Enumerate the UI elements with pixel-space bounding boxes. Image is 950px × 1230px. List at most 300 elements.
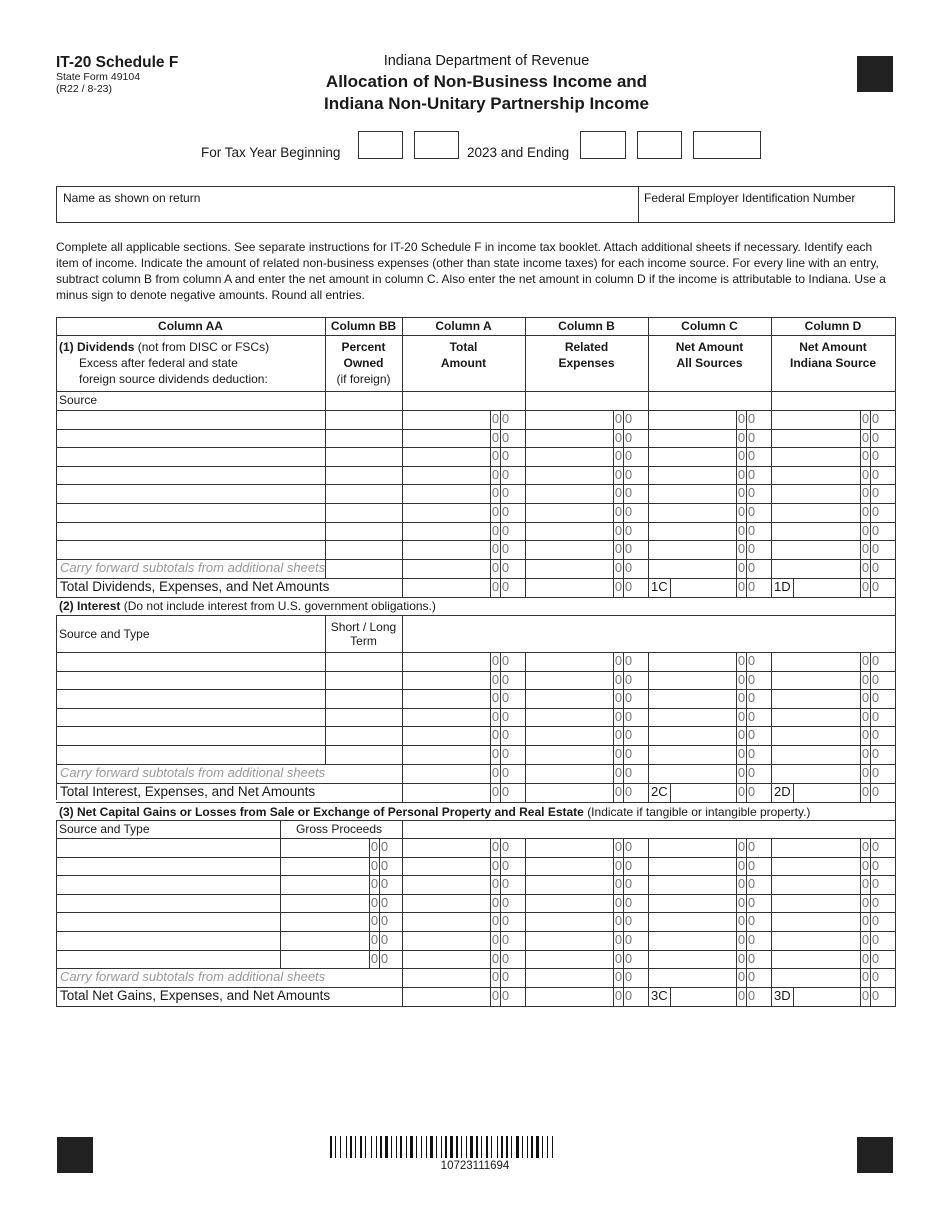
barcode-bar xyxy=(342,1136,345,1158)
dividend-percent-input[interactable] xyxy=(326,504,401,521)
interest-row-col-b-input[interactable] xyxy=(526,672,612,688)
barcode-bar xyxy=(365,1136,366,1158)
grid-line xyxy=(648,652,649,802)
dividend-row-col-a-input[interactable] xyxy=(403,504,489,521)
cents-digit: 0 xyxy=(491,913,500,928)
interest-row-col-d-input[interactable] xyxy=(772,690,859,707)
cents-digit: 0 xyxy=(871,839,880,854)
dividend-percent-input[interactable] xyxy=(326,485,401,502)
gross-proceeds-input[interactable] xyxy=(281,858,368,874)
section3-heading-bottom xyxy=(56,820,896,821)
gain-row-col-d-input[interactable] xyxy=(772,895,859,911)
cents-digit: 0 xyxy=(501,690,510,705)
gain-row-col-c-input[interactable] xyxy=(649,858,735,874)
section3-carry-col-a-input[interactable] xyxy=(403,969,489,986)
cents-digit: 0 xyxy=(614,653,623,668)
cents-digit: 0 xyxy=(871,784,880,799)
gain-row-col-c-input[interactable] xyxy=(649,876,735,893)
dividend-row-col-d-input[interactable] xyxy=(772,523,859,539)
section3-total-col-a-input[interactable] xyxy=(403,988,489,1005)
gain-row-col-b-input[interactable] xyxy=(526,951,612,967)
cents-digit: 0 xyxy=(861,951,870,966)
dividend-row-col-c-input[interactable] xyxy=(649,541,735,558)
gain-source-input[interactable] xyxy=(57,932,279,949)
gain-row-col-d-input[interactable] xyxy=(772,839,859,856)
section3-carry-forward-label: Carry forward subtotals from additional sheets xyxy=(60,969,326,984)
section1-number: (1) xyxy=(59,340,74,354)
line-1d-id: 1D xyxy=(774,579,791,594)
gain-row-col-a-input[interactable] xyxy=(403,913,489,930)
section2-total-col-a-input[interactable] xyxy=(403,784,489,801)
gain-row-col-d-input[interactable] xyxy=(772,876,859,893)
interest-source-input[interactable] xyxy=(57,709,324,725)
cents-digit: 0 xyxy=(370,932,379,947)
dividend-percent-input[interactable] xyxy=(326,523,401,539)
barcode-bar xyxy=(481,1136,482,1158)
interest-row-col-c-input[interactable] xyxy=(649,727,735,744)
dividend-source-input[interactable] xyxy=(57,504,324,521)
tax-year-beginning-label: For Tax Year Beginning xyxy=(201,145,341,160)
cents-digit: 0 xyxy=(871,485,880,500)
dividend-row-col-b-input[interactable] xyxy=(526,504,612,521)
dividend-row-col-d-input[interactable] xyxy=(772,430,859,446)
gain-source-input[interactable] xyxy=(57,895,279,911)
dividend-row-col-d-input[interactable] xyxy=(772,504,859,521)
interest-row-col-d-input[interactable] xyxy=(772,709,859,725)
interest-row-col-c-input[interactable] xyxy=(649,653,735,670)
cents-digit: 0 xyxy=(491,485,500,500)
barcode-bar xyxy=(348,1136,349,1158)
dividend-row-col-b-input[interactable] xyxy=(526,467,612,483)
dividend-row-col-a-input[interactable] xyxy=(403,448,489,465)
grid-line xyxy=(771,317,772,597)
interest-row-col-c-input[interactable] xyxy=(649,746,735,763)
dividend-row-col-b-input[interactable] xyxy=(526,411,612,428)
cents-digit: 0 xyxy=(871,895,880,910)
cents-digit: 0 xyxy=(501,932,510,947)
interest-row-col-b-input[interactable] xyxy=(526,709,612,725)
dividend-row-col-c-input[interactable] xyxy=(649,430,735,446)
dividend-percent-input[interactable] xyxy=(326,541,401,558)
grid-line xyxy=(369,838,370,968)
dividend-row-col-a-input[interactable] xyxy=(403,523,489,539)
section2-carry-col-c-input[interactable] xyxy=(649,765,735,782)
interest-term-input[interactable] xyxy=(326,690,401,707)
cents-digit: 0 xyxy=(624,541,633,556)
cents-digit: 0 xyxy=(491,784,500,799)
cents-digit: 0 xyxy=(747,913,756,928)
interest-row-col-c-input[interactable] xyxy=(649,709,735,725)
cents-digit: 0 xyxy=(747,541,756,556)
interest-source-input[interactable] xyxy=(57,690,324,707)
dividend-percent-input[interactable] xyxy=(326,430,401,446)
gain-row-col-a-input[interactable] xyxy=(403,839,489,856)
column-header-divider xyxy=(56,335,896,336)
column-d-subheader: Indiana Source xyxy=(789,356,877,370)
cents-digit: 0 xyxy=(861,858,870,873)
interest-row-col-a-input[interactable] xyxy=(403,672,489,688)
cents-digit: 0 xyxy=(491,709,500,724)
barcode-bar xyxy=(527,1136,528,1158)
gain-row-col-b-input[interactable] xyxy=(526,932,612,949)
dividend-row-col-a-input[interactable] xyxy=(403,430,489,446)
gain-row-col-a-input[interactable] xyxy=(403,858,489,874)
cents-digit: 0 xyxy=(491,932,500,947)
cents-digit: 0 xyxy=(491,504,500,519)
cents-digit: 0 xyxy=(871,765,880,780)
gain-row-col-a-input[interactable] xyxy=(403,951,489,967)
dividend-row-col-b-input[interactable] xyxy=(526,485,612,502)
dividend-source-input[interactable] xyxy=(57,523,324,539)
cents-digit: 0 xyxy=(861,839,870,854)
cents-digit: 0 xyxy=(861,988,870,1003)
dividend-row-col-a-input[interactable] xyxy=(403,485,489,502)
section3-total-col-b-input[interactable] xyxy=(526,988,612,1005)
dividend-row-col-a-input[interactable] xyxy=(403,467,489,483)
barcode-bar xyxy=(416,1136,417,1158)
name-label: Name as shown on return xyxy=(63,191,201,205)
dividend-source-input[interactable] xyxy=(57,430,324,446)
section3-heading: (3) Net Capital Gains or Losses from Sale or Exchange of Personal Property and Real Estate (Indicate if tangible or intangible property.) xyxy=(59,805,811,819)
gain-source-input[interactable] xyxy=(57,951,279,967)
cents-digit: 0 xyxy=(614,913,623,928)
section3-carry-col-c-input[interactable] xyxy=(649,969,735,986)
cents-digit: 0 xyxy=(491,653,500,668)
barcode-bar xyxy=(428,1136,429,1158)
cents-digit: 0 xyxy=(614,504,623,519)
section3-carry-col-d-input[interactable] xyxy=(772,969,859,986)
cents-digit: 0 xyxy=(614,839,623,854)
dividend-percent-input[interactable] xyxy=(326,467,401,483)
cents-digit: 0 xyxy=(624,467,633,482)
cents-digit: 0 xyxy=(380,913,389,928)
barcode-bar xyxy=(448,1136,449,1158)
cents-digit: 0 xyxy=(614,467,623,482)
section1-total-col-b-input[interactable] xyxy=(526,579,612,596)
dividend-row-col-d-input[interactable] xyxy=(772,467,859,483)
grid-line xyxy=(325,317,326,391)
gain-row-col-b-input[interactable] xyxy=(526,876,612,893)
grid-line xyxy=(379,838,380,968)
dividend-row-col-c-input[interactable] xyxy=(649,467,735,483)
table-bottom-border xyxy=(56,1006,896,1007)
cents-digit: 0 xyxy=(501,765,510,780)
section1-carry-col-a-input[interactable] xyxy=(403,560,489,577)
barcode-bar xyxy=(476,1136,478,1158)
cents-digit: 0 xyxy=(737,672,746,687)
gross-proceeds-input[interactable] xyxy=(281,913,368,930)
section1-carry-col-c-input[interactable] xyxy=(649,560,735,577)
cents-digit: 0 xyxy=(737,579,746,594)
gain-row-col-a-input[interactable] xyxy=(403,895,489,911)
dividend-row-col-b-input[interactable] xyxy=(526,448,612,465)
interest-term-input[interactable] xyxy=(326,727,401,744)
gain-row-col-c-input[interactable] xyxy=(649,951,735,967)
barcode-bar xyxy=(513,1136,515,1158)
cents-digit: 0 xyxy=(747,467,756,482)
cents-digit: 0 xyxy=(491,876,500,891)
interest-row-col-b-input[interactable] xyxy=(526,653,612,670)
column-bb-subheader: (if foreign) xyxy=(336,372,391,386)
dividend-percent-input[interactable] xyxy=(326,448,401,465)
cents-digit: 0 xyxy=(737,895,746,910)
column-c-subheader: Net Amount xyxy=(675,340,744,354)
grid-line xyxy=(490,652,491,802)
section1-total-label: Total Dividends, Expenses, and Net Amounts xyxy=(60,579,330,594)
barcode-bar xyxy=(363,1136,364,1158)
section2-term-label-2: Term xyxy=(350,634,377,648)
interest-row-col-a-input[interactable] xyxy=(403,653,489,670)
cents-digit: 0 xyxy=(501,895,510,910)
cents-digit: 0 xyxy=(871,411,880,426)
dividend-row-col-c-input[interactable] xyxy=(649,448,735,465)
dividend-row-col-d-input[interactable] xyxy=(772,411,859,428)
gain-row-col-c-input[interactable] xyxy=(649,895,735,911)
barcode-bar xyxy=(549,1136,551,1158)
cents-digit: 0 xyxy=(501,709,510,724)
interest-term-input[interactable] xyxy=(326,653,401,670)
section1-carry-col-b-input[interactable] xyxy=(526,560,612,577)
interest-term-input[interactable] xyxy=(326,746,401,763)
column-c-header: Column C xyxy=(681,319,738,333)
cents-digit: 0 xyxy=(737,839,746,854)
gain-row-col-c-input[interactable] xyxy=(649,913,735,930)
cents-digit: 0 xyxy=(614,784,623,799)
interest-source-input[interactable] xyxy=(57,746,324,763)
cents-digit: 0 xyxy=(861,895,870,910)
cents-digit: 0 xyxy=(747,653,756,668)
grid-line xyxy=(490,838,491,1006)
gain-row-col-a-input[interactable] xyxy=(403,876,489,893)
cents-digit: 0 xyxy=(861,504,870,519)
cents-digit: 0 xyxy=(861,523,870,538)
gain-row-col-d-input[interactable] xyxy=(772,858,859,874)
grid-line xyxy=(746,838,747,1006)
cents-digit: 0 xyxy=(614,448,623,463)
cents-digit: 0 xyxy=(871,746,880,761)
section3-carry-col-b-input[interactable] xyxy=(526,969,612,986)
dividend-row-col-c-input[interactable] xyxy=(649,504,735,521)
cents-digit: 0 xyxy=(491,895,500,910)
interest-row-col-c-input[interactable] xyxy=(649,672,735,688)
dividend-source-input[interactable] xyxy=(57,485,324,502)
barcode-bar xyxy=(491,1136,492,1158)
barcode-bar xyxy=(355,1136,356,1158)
cents-digit: 0 xyxy=(861,765,870,780)
section2-carry-col-d-input[interactable] xyxy=(772,765,859,782)
cents-digit: 0 xyxy=(737,746,746,761)
cents-digit: 0 xyxy=(491,951,500,966)
interest-row-col-a-input[interactable] xyxy=(403,690,489,707)
cents-digit: 0 xyxy=(861,876,870,891)
grid-line xyxy=(500,652,501,802)
interest-row-col-d-input[interactable] xyxy=(772,653,859,670)
barcode-bar xyxy=(463,1136,465,1158)
dividend-row-col-d-input[interactable] xyxy=(772,485,859,502)
barcode-bar xyxy=(389,1136,390,1158)
column-a-subheader: Amount xyxy=(440,356,487,370)
cents-digit: 0 xyxy=(737,932,746,947)
gain-row-col-b-input[interactable] xyxy=(526,858,612,874)
interest-source-input[interactable] xyxy=(57,727,324,744)
cents-digit: 0 xyxy=(491,467,500,482)
cents-digit: 0 xyxy=(871,913,880,928)
gain-source-input[interactable] xyxy=(57,876,279,893)
cents-digit: 0 xyxy=(501,411,510,426)
barcode-bar xyxy=(337,1136,339,1158)
gain-row-col-b-input[interactable] xyxy=(526,839,612,856)
barcode-bar xyxy=(493,1136,496,1158)
interest-term-input[interactable] xyxy=(326,709,401,725)
cents-digit: 0 xyxy=(737,560,746,575)
interest-row-col-a-input[interactable] xyxy=(403,746,489,763)
cents-digit: 0 xyxy=(614,727,623,742)
barcode-bar xyxy=(357,1136,359,1158)
grid-line xyxy=(648,317,649,597)
gain-row-col-d-input[interactable] xyxy=(772,951,859,967)
cents-digit: 0 xyxy=(871,467,880,482)
interest-row-col-a-input[interactable] xyxy=(403,709,489,725)
fein-label: Federal Employer Identification Number xyxy=(644,191,856,205)
interest-row-col-b-input[interactable] xyxy=(526,690,612,707)
dividend-row-col-d-input[interactable] xyxy=(772,448,859,465)
cents-digit: 0 xyxy=(861,913,870,928)
dividend-percent-input[interactable] xyxy=(326,411,401,428)
gross-proceeds-input[interactable] xyxy=(281,876,368,893)
gross-proceeds-input[interactable] xyxy=(281,839,368,856)
dividend-row-col-b-input[interactable] xyxy=(526,430,612,446)
section2-total-col-b-input[interactable] xyxy=(526,784,612,801)
cents-digit: 0 xyxy=(370,876,379,891)
gain-row-col-b-input[interactable] xyxy=(526,913,612,930)
section1-carry-forward-label: Carry forward subtotals from additional sheets xyxy=(60,560,326,575)
form-title-line1: Allocation of Non-Business Income and xyxy=(325,72,648,91)
gain-row-col-a-input[interactable] xyxy=(403,932,489,949)
dividend-row-col-a-input[interactable] xyxy=(403,411,489,428)
interest-term-input[interactable] xyxy=(326,672,401,688)
cents-digit: 0 xyxy=(491,988,500,1003)
cents-digit: 0 xyxy=(861,672,870,687)
dividend-row-col-a-input[interactable] xyxy=(403,541,489,558)
cents-digit: 0 xyxy=(871,448,880,463)
section1-total-col-a-input[interactable] xyxy=(403,579,489,596)
gross-proceeds-input[interactable] xyxy=(281,895,368,911)
dividend-row-col-c-input[interactable] xyxy=(649,523,735,539)
gain-source-input[interactable] xyxy=(57,858,279,874)
gain-source-input[interactable] xyxy=(57,913,279,930)
cents-digit: 0 xyxy=(747,951,756,966)
cents-digit: 0 xyxy=(871,951,880,966)
barcode-bar xyxy=(434,1136,435,1158)
cents-digit: 0 xyxy=(861,411,870,426)
gain-row-col-c-input[interactable] xyxy=(649,932,735,949)
interest-row-col-d-input[interactable] xyxy=(772,672,859,688)
grid-line xyxy=(736,410,737,597)
dividend-row-col-c-input[interactable] xyxy=(649,485,735,502)
gross-proceeds-input[interactable] xyxy=(281,932,368,949)
interest-row-col-a-input[interactable] xyxy=(403,727,489,744)
barcode-bar xyxy=(335,1136,336,1158)
grid-line xyxy=(280,820,281,968)
dividend-row-col-c-input[interactable] xyxy=(649,411,735,428)
form-id: IT-20 Schedule F xyxy=(56,54,179,71)
barcode-bar xyxy=(376,1136,377,1158)
cents-digit: 0 xyxy=(861,653,870,668)
cents-digit: 0 xyxy=(624,690,633,705)
interest-row-col-d-input[interactable] xyxy=(772,727,859,744)
interest-row-col-d-input[interactable] xyxy=(772,746,859,763)
cents-digit: 0 xyxy=(747,784,756,799)
section2-carry-col-b-input[interactable] xyxy=(526,765,612,782)
cents-digit: 0 xyxy=(370,839,379,854)
dividend-source-input[interactable] xyxy=(57,411,324,428)
barcode-bar xyxy=(400,1136,402,1158)
section2-carry-col-a-input[interactable] xyxy=(403,765,489,782)
cents-digit: 0 xyxy=(737,913,746,928)
cents-digit: 0 xyxy=(380,839,389,854)
cents-digit: 0 xyxy=(624,895,633,910)
cents-digit: 0 xyxy=(614,690,623,705)
barcode-bar xyxy=(443,1136,444,1158)
column-d-header: Column D xyxy=(804,319,862,333)
grid-line xyxy=(736,838,737,1006)
dividend-row-col-d-input[interactable] xyxy=(772,541,859,558)
section3-total-label: Total Net Gains, Expenses, and Net Amounts xyxy=(60,988,331,1003)
dividend-row-col-b-input[interactable] xyxy=(526,541,612,558)
cents-digit: 0 xyxy=(624,560,633,575)
cents-digit: 0 xyxy=(624,876,633,891)
gross-proceeds-input[interactable] xyxy=(281,951,368,967)
gain-row-col-b-input[interactable] xyxy=(526,895,612,911)
gain-row-col-d-input[interactable] xyxy=(772,913,859,930)
cents-digit: 0 xyxy=(871,988,880,1003)
cents-digit: 0 xyxy=(491,765,500,780)
section1-title: Dividends xyxy=(77,340,135,354)
cents-digit: 0 xyxy=(614,411,623,426)
dividend-source-input[interactable] xyxy=(57,448,324,465)
interest-source-input[interactable] xyxy=(57,672,324,688)
gain-row-col-d-input[interactable] xyxy=(772,932,859,949)
cents-digit: 0 xyxy=(737,504,746,519)
interest-row-col-c-input[interactable] xyxy=(649,690,735,707)
cents-digit: 0 xyxy=(861,485,870,500)
barcode-bar xyxy=(479,1136,480,1158)
interest-source-input[interactable] xyxy=(57,653,324,670)
interest-row-col-b-input[interactable] xyxy=(526,727,612,744)
instructions: Complete all applicable sections. See separate instructions for IT-20 Schedule F in income tax booklet. Attach additional sheets if necessary. Identify each item of income. Indicate the amount of related non-business expenses (other than state income taxes) for each income source. For every line with an entry, subtract column B from column A and enter the net amount in column C. Also enter the net amount in column D if the income is attributable to Indiana. Use a minus sign to denote negative amounts. Round all entries. xyxy=(56,240,886,302)
cents-digit: 0 xyxy=(614,895,623,910)
gain-row-col-c-input[interactable] xyxy=(649,839,735,856)
cents-digit: 0 xyxy=(501,541,510,556)
cents-digit: 0 xyxy=(370,913,379,928)
cents-digit: 0 xyxy=(370,895,379,910)
cents-digit: 0 xyxy=(501,467,510,482)
column-d-subheader: Net Amount xyxy=(799,340,867,354)
gain-source-input[interactable] xyxy=(57,839,279,856)
dividend-row-col-b-input[interactable] xyxy=(526,523,612,539)
section1-bottom xyxy=(56,597,896,598)
interest-row-col-b-input[interactable] xyxy=(526,746,612,763)
cents-digit: 0 xyxy=(491,672,500,687)
barcode-bar xyxy=(520,1136,521,1158)
cents-digit: 0 xyxy=(380,895,389,910)
cents-digit: 0 xyxy=(737,765,746,780)
grid-line xyxy=(500,838,501,1006)
cents-digit: 0 xyxy=(624,485,633,500)
section1-carry-col-d-input[interactable] xyxy=(772,560,859,577)
dividend-source-input[interactable] xyxy=(57,467,324,483)
dividend-source-input[interactable] xyxy=(57,541,324,558)
